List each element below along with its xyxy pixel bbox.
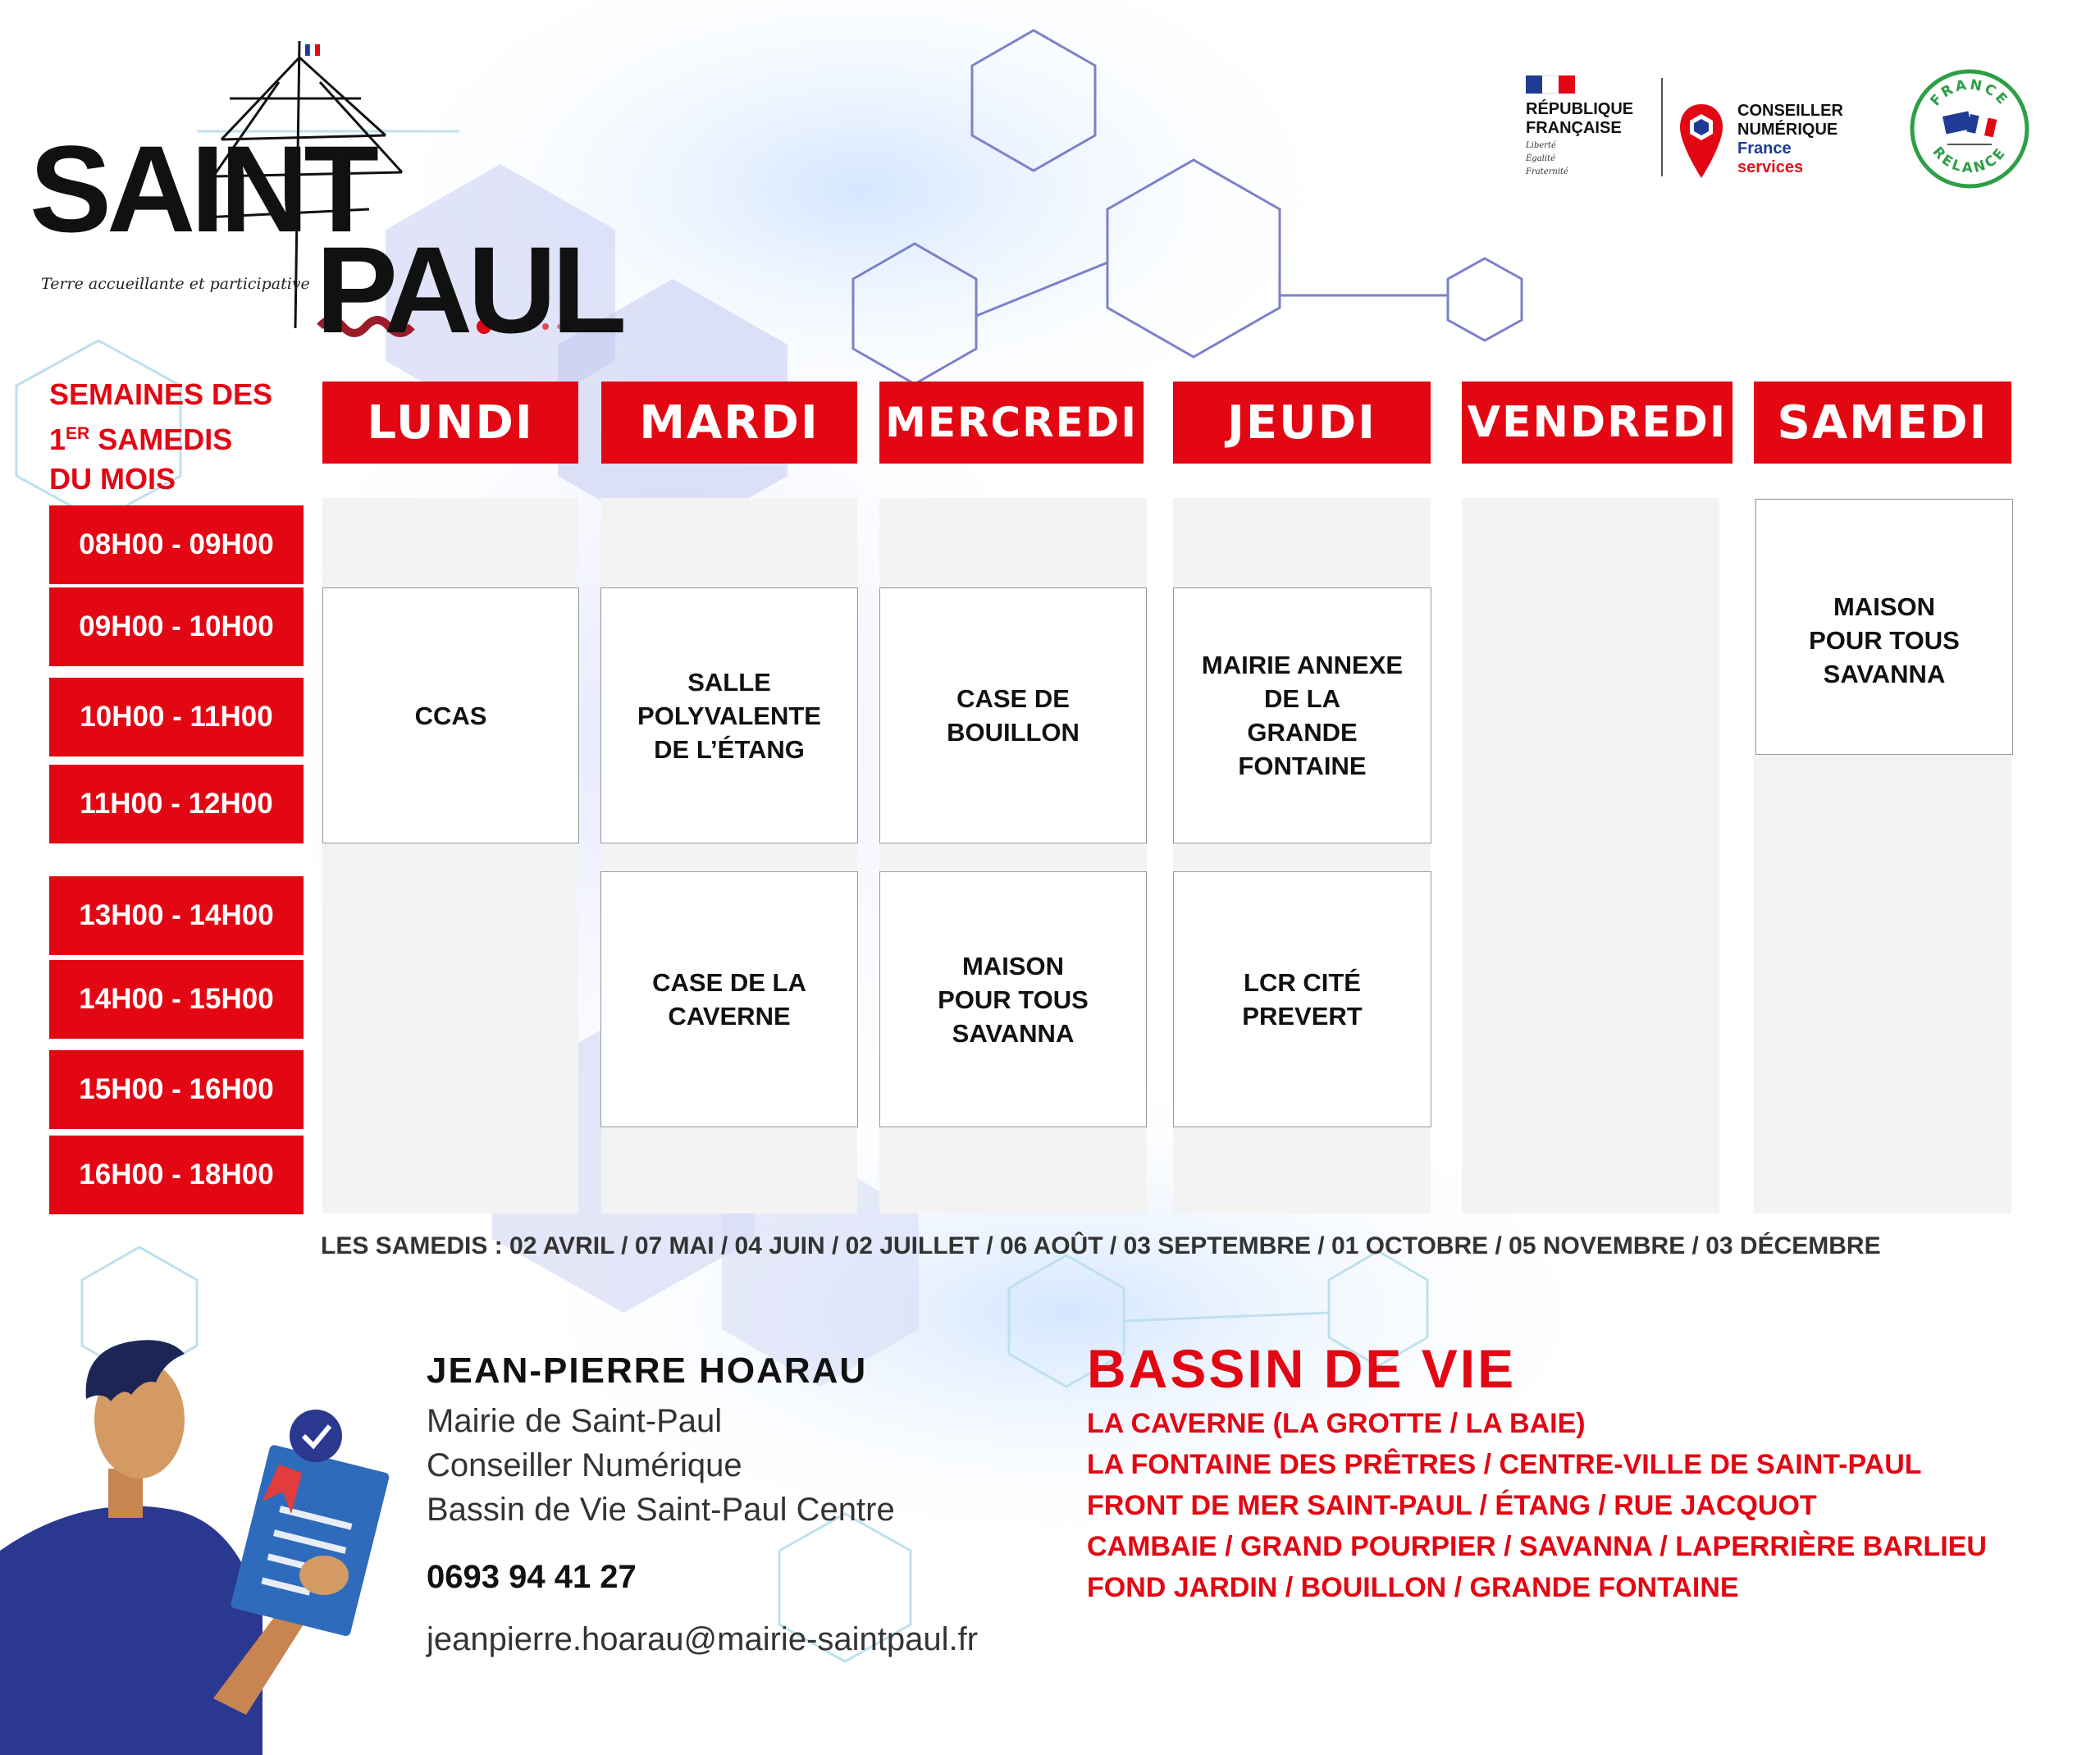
- conseiller-line4: services: [1737, 158, 1804, 176]
- logo-tagline: Terre accueillante et participative: [41, 275, 310, 293]
- relance-bottom-text: RELANCE: [1929, 144, 2011, 177]
- slot-text: SALLE: [687, 667, 771, 697]
- bassin-item: FRONT DE MER SAINT-PAUL / ÉTANG / RUE JACQUOT: [1087, 1490, 1817, 1521]
- slot-text: CASE DE: [956, 684, 1070, 713]
- bassin-item: LA CAVERNE (LA GROTTE / LA BAIE): [1087, 1408, 1586, 1439]
- republique-francaise-logo: [1526, 75, 1657, 190]
- day-header-jeudi: JEUDI: [1173, 382, 1431, 464]
- france-relance-logo: [1910, 69, 2029, 189]
- relance-top-text: FRANCE: [1927, 76, 2012, 110]
- republique-line2: FRANÇAISE: [1526, 119, 1622, 137]
- conseiller-line3: France: [1737, 139, 1792, 158]
- day-header-lundi: LUNDI: [322, 382, 578, 464]
- person-with-document-illustration: [0, 1305, 427, 1755]
- slot-jeudi-afternoon: [1173, 871, 1431, 1127]
- bassin-item: FOND JARDIN / BOUILLON / GRANDE FONTAINE: [1087, 1572, 1739, 1603]
- time-slot-16h: 16H00 - 18H00: [49, 1136, 304, 1214]
- slot-text: LCR CITÉ: [1244, 968, 1361, 997]
- saturday-dates: LES SAMEDIS : 02 AVRIL / 07 MAI / 04 JUIN / 02 JUILLET / 06 AOÛT / 03 SEPTEMBRE / 01 OCTOBRE / 05 NOVEMBRE / 03 DÉCEMBRE: [321, 1232, 1881, 1259]
- slot-text: CCAS: [414, 701, 487, 730]
- slot-text: POLYVALENTE: [637, 701, 821, 730]
- marianne-flag-icon: [1526, 75, 1575, 94]
- time-slot-13h: 13H00 - 14H00: [49, 876, 304, 955]
- logo-saint-text: SAINT: [30, 120, 374, 258]
- slot-text: POUR TOUS: [1809, 626, 1960, 655]
- slot-text: CAVERNE: [668, 1002, 791, 1031]
- location-pin-icon: [1678, 103, 1724, 181]
- weeks-title-sup: ER: [66, 424, 90, 443]
- motto-fraternite: Fraternité: [1526, 167, 1568, 176]
- bassin-title: BASSIN DE VIE: [1087, 1338, 1517, 1399]
- time-slot-10h: 10H00 - 11H00: [49, 678, 304, 756]
- saint-paul-logo: [25, 33, 623, 359]
- motto-liberte: Liberté: [1526, 141, 1556, 150]
- slot-text: DE L’ÉTANG: [654, 734, 805, 764]
- day-header-samedi: SAMEDI: [1754, 382, 2011, 464]
- slot-mardi-afternoon: [600, 871, 858, 1127]
- time-slot-08h: 08H00 - 09H00: [49, 505, 304, 584]
- time-slot-11h: 11H00 - 12H00: [49, 765, 304, 843]
- slot-mercredi-morning: [879, 587, 1147, 843]
- slot-samedi-morning: [1755, 499, 2013, 755]
- bassin-item: CAMBAIE / GRAND POURPIER / SAVANNA / LAPERRIÈRE BARLIEU: [1087, 1531, 1987, 1562]
- weeks-title-number: 1: [49, 423, 66, 456]
- slot-text: MAIRIE ANNEXE: [1201, 651, 1404, 679]
- contact-name: JEAN-PIERRE HOARAU: [427, 1351, 868, 1391]
- contact-email: jeanpierre.hoarau@mairie-saintpaul.fr: [427, 1621, 979, 1657]
- contact-org: Mairie de Saint-Paul: [427, 1403, 723, 1439]
- conseiller-numerique-logo: [1737, 102, 1893, 177]
- contact-role: Conseiller Numérique: [427, 1447, 742, 1483]
- slot-text: GRANDE FONTAINE: [1238, 718, 1367, 780]
- slot-mardi-morning: [600, 587, 858, 843]
- conseiller-line2: NUMÉRIQUE: [1737, 121, 1838, 139]
- time-slot-14h: 14H00 - 15H00: [49, 960, 304, 1039]
- slot-text: MAISON: [1833, 592, 1935, 621]
- logo-paul-text: PAUL: [316, 221, 623, 359]
- column-vendredi: [1462, 498, 1719, 1213]
- day-header-mercredi: MERCREDI: [879, 382, 1144, 464]
- slot-text: CASE DE LA: [652, 968, 806, 997]
- slot-text: MAISON: [961, 951, 1064, 980]
- slot-text: SAVANNA: [952, 1018, 1075, 1048]
- slot-text: PREVERT: [1242, 1002, 1363, 1031]
- weeks-title-rest: SAMEDIS: [89, 423, 233, 456]
- slot-lundi-morning: [322, 587, 579, 843]
- contact-phone: 0693 94 41 27: [427, 1559, 637, 1595]
- republique-line1: RÉPUBLIQUE: [1526, 100, 1634, 118]
- contact-area: Bassin de Vie Saint-Paul Centre: [427, 1492, 895, 1528]
- slot-mercredi-afternoon: [879, 871, 1147, 1127]
- day-header-mardi: MARDI: [601, 382, 857, 464]
- slot-text: POUR TOUS: [938, 985, 1089, 1014]
- weeks-title: [49, 375, 272, 499]
- weeks-title-line1: SEMAINES DES: [49, 377, 273, 411]
- slot-jeudi-morning: [1173, 587, 1431, 843]
- time-slot-15h: 15H00 - 16H00: [49, 1050, 304, 1129]
- day-header-vendredi: VENDREDI: [1462, 382, 1732, 464]
- weeks-title-line3: DU MOIS: [49, 462, 176, 496]
- bassin-item: LA FONTAINE DES PRÊTRES / CENTRE-VILLE DE SAINT-PAUL: [1087, 1449, 1922, 1480]
- slot-text: BOUILLON: [947, 718, 1080, 747]
- slot-text: SAVANNA: [1823, 660, 1946, 688]
- slot-text: DE LA: [1264, 684, 1340, 713]
- partner-separator: [1661, 78, 1663, 176]
- motto-egalite: Égalité: [1526, 154, 1555, 163]
- weeks-title-line2: [49, 414, 272, 459]
- conseiller-line1: CONSEILLER: [1737, 102, 1843, 120]
- time-slot-09h: 09H00 - 10H00: [49, 587, 304, 666]
